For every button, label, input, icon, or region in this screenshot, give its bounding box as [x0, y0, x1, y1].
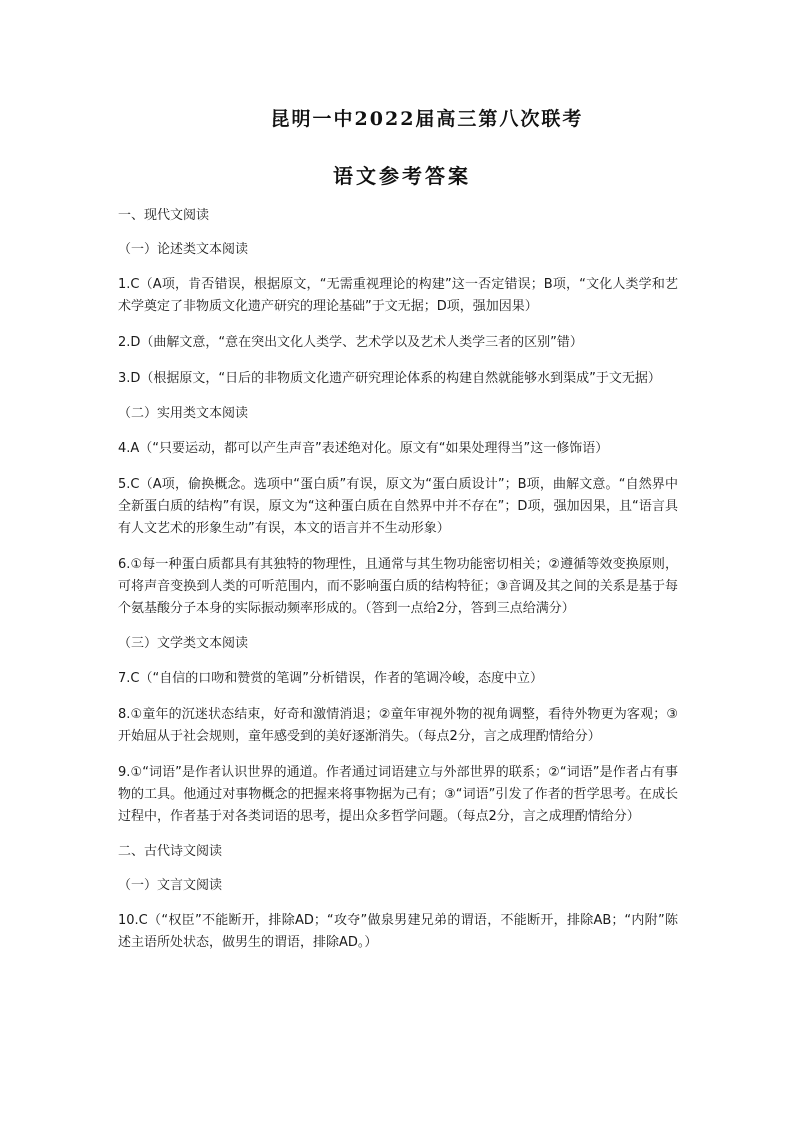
subheading-classical-prose: （一）文言文阅读: [118, 878, 223, 893]
subheading-practical-text: （二）实用类文本阅读: [118, 406, 249, 421]
answer-q7: 7.C（“自信的口吻和赞赏的笔调”分析错误，作者的笔调冷峻，态度中立）: [118, 671, 543, 686]
answer-q5: 5.C（A项，偷换概念。选项中“蛋白质”有误，原文为“蛋白质设计”；B项，曲解文意。“自然界中全新蛋白质的结构”有误，原文为“这种蛋白质在自然界中并不存在”；D项，强加因果，且“语言具有人文艺术的形象生动”有误，本文的语言并不生动形象）: [118, 477, 678, 536]
subheading-literary-text: （三）文学类文本阅读: [118, 636, 249, 651]
answer-q3: 3.D（根据原文，“日后的非物质文化遗产研究理论体系的构建自然就能够水到渠成”于文无据）: [118, 371, 661, 386]
answer-q1: 1.C（A项，肯否错误，根据原文，“无需重视理论的构建”这一否定错误；B项，“文化人类学和艺术学奠定了非物质文化遗产研究的理论基础”于文无据；D项，强加因果）: [118, 277, 678, 314]
document-title: 昆明一中2022届高三第八次联考: [270, 108, 584, 130]
answer-q6: 6.①每一种蛋白质都具有其独特的物理性，且通常与其生物功能密切相关；②遵循等效变换原则，可将声音变换到人类的可听范围内，而不影响蛋白质的结构特征；③音调及其之间的关系是基于每个氨基酸分子本身的实际振动频率形成的。（答到一点给2分，答到三点给满分）: [118, 557, 678, 616]
answer-q2: 2.D（曲解文意，“意在突出文化人类学、艺术学以及艺术人类学三者的区别”错）: [118, 335, 583, 350]
answer-content: [118, 206, 678, 954]
answer-q8: 8.①童年的沉迷状态结束，好奇和激情消退；②童年审视外物的视角调整，看待外物更为客观；③开始屈从于社会规则，童年感受到的美好逐渐消失。（每点2分，言之成理酌情给分）: [118, 707, 678, 744]
section-heading-classical-reading: 二、古代诗文阅读: [118, 844, 223, 859]
answer-q10: 10.C（“权臣”不能断开，排除AD；“攻夺”做泉男建兄弟的谓语，不能断开，排除AB；“内附”陈述主语所处状态，做男生的谓语，排除AD。）: [118, 913, 678, 950]
answer-q9: 9.①“词语”是作者认识世界的通道。作者通过词语建立与外部世界的联系；②“词语”是作者占有事物的工具。他通过对事物概念的把握来将事物据为己有；③“词语”引发了作者的哲学思考。在成长过程中，作者基于对各类词语的思考，提出众多哲学问题。（每点2分，言之成理酌情给分）: [118, 765, 678, 824]
section-heading-modern-reading: 一、现代文阅读: [118, 208, 210, 223]
answer-q4: 4.A（“只要运动，都可以产生声音”表述绝对化。原文有“如果处理得当”这一修饰语）: [118, 441, 609, 456]
subheading-argumentative-text: （一）论述类文本阅读: [118, 242, 249, 257]
document-subtitle: 语文参考答案: [333, 164, 471, 188]
